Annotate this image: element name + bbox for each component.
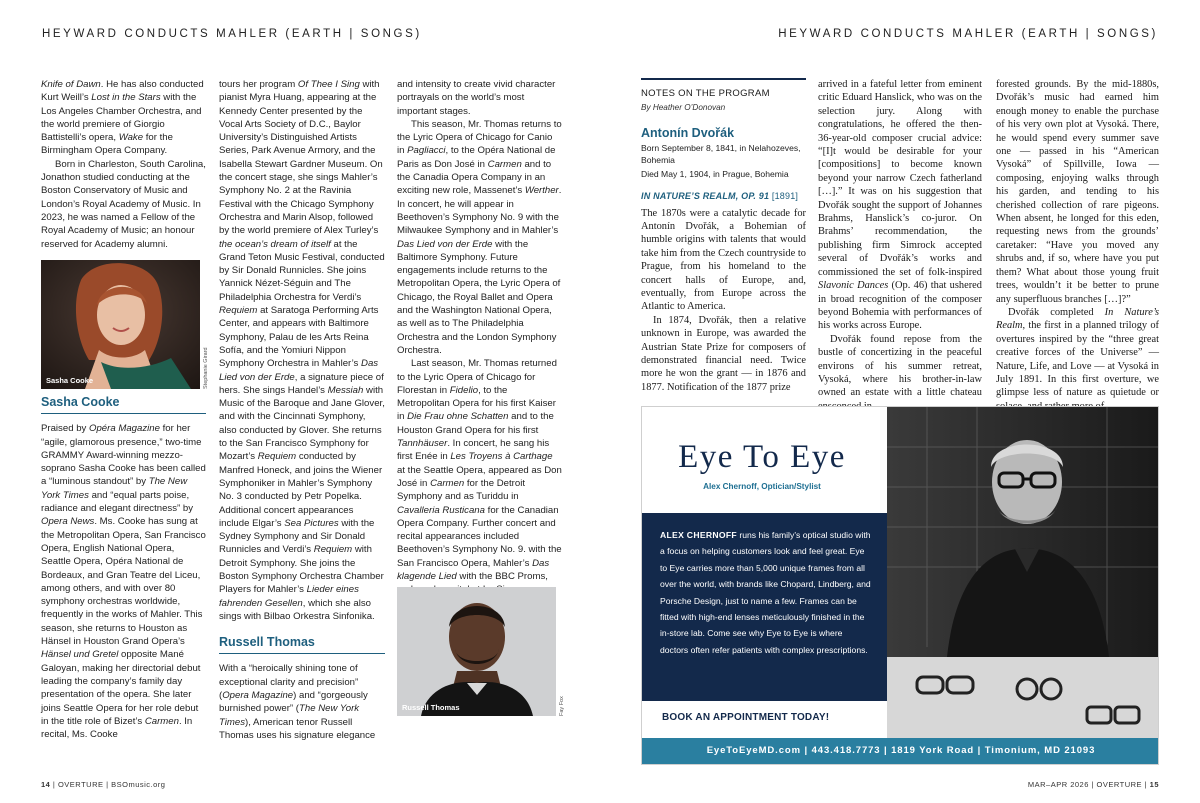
photo-credit: Stephanie Girard (203, 347, 209, 389)
running-head-left: HEYWARD CONDUCTS MAHLER (EARTH | SONGS) (42, 28, 422, 40)
folio-text: | OVERTURE | BSOmusic.org (50, 780, 166, 789)
running-head-right: HEYWARD CONDUCTS MAHLER (EARTH | SONGS) (778, 28, 1158, 40)
body-paragraph: Born in Charleston, South Carolina, Jonathon studied conducting at the Boston Conservatory of Music and London’s Royal Academy of Music. In 2023, he was named a Fellow of the Royal Academy of Music; an honour reserved for Academy alumni. (41, 158, 206, 250)
page-number: 15 (1149, 780, 1159, 789)
body-paragraph: arrived in a fateful letter from eminent critic Eduard Hanslick, who was on the selection jury. Along with congratulations, he offered the then-36-year-old composer crucial advice: “[I]t would be desirable for your [compositions] to become known beyond your narrow Czech fatherland […].” It was on his suggestion that Dvořák sought the support of Johannes Brahms, Hanslick’s co-juror. On Brahms’ recommendation, the publishing firm Simrock accepted several of Dvořák’s works and commissioned the set of folk-inspired Slavonic Dances (Op. 46) that ushered in broad recognition of the composer beyond Bohemia with performances of his works across Europe. (818, 79, 982, 332)
portrait-illustration (397, 587, 556, 716)
body-paragraph: Dvořák found repose from the bustle of concertizing in the peaceful environs of his summer retreat, Vysoká, where his brother-in-law owned an estate with a little chateau (818, 333, 982, 399)
russell-thomas-photo (397, 587, 556, 716)
optician-photo (887, 407, 1159, 741)
photo-credit: Fay Fox (559, 696, 565, 716)
ad-name-lead: ALEX CHERNOFF (660, 530, 737, 540)
column-2 (219, 78, 385, 742)
divider (219, 653, 385, 654)
work-name: IN NATURE’S REALM, OP. 91 (641, 190, 770, 201)
ad-body-text: runs his family’s optical studio with a focus on helping customers look and feel great. Eye to Eye carries more than 5,000 unique frames from all over the world, with brands like Chopard, Lindberg, and Porsche Design, just to name a few. Frames can be fitted with high-end lenses meticulously finished in the in-store lab. Come see why Eye to Eye is where doctors often refer patients with complex prescriptions. (660, 530, 871, 655)
artist-name: Sasha Cooke (41, 395, 120, 409)
composer-name: Antonín Dvořák (641, 126, 735, 140)
body-paragraph: With a “heroically shining tone of exceptional clarity and precision” (Opera Magazine) and “gorgeously burnished power” (The New York Times), American tenor Russell Thomas uses his signature elegance (219, 663, 376, 741)
body-paragraph: The 1870s were a catalytic decade for Antonín Dvořák, a Bohemian of humble origins with talents that would take him from the Czech countryside to Prague, from his homeland to the concert halls of Europe, and, eventually, from Europe across the Atlantic to America. (641, 207, 806, 313)
ad-subtitle: Alex Chernoff, Optician/Stylist (703, 482, 821, 491)
composer-born: Born September 8, 1841, in Nelahozeves, Bohemia (641, 143, 801, 165)
folio-right (1028, 780, 1159, 789)
body-paragraph: In 1874, Dvořák, then a relative unknown in Europe, was awarded the Austrian State Prize for composers of demonstrated financial need. Twice more he won the grant — in 1876 and 1877. Notification of the 1877 prize (641, 314, 806, 393)
eye-to-eye-ad[interactable] (641, 406, 1159, 765)
column-6 (996, 78, 1159, 413)
body-paragraph: Praised by Opéra Magazine for her “agile, glamorous presence,” two-time GRAMMY Award-winning mezzo-soprano Sasha Cooke has been called a “luminous standout” by The New York Times and “equal parts poise, radiance and elegant directness” by Opera News. Ms. Cooke has sung at the Metropolitan Opera, San Francisco Opera, English National Opera, Seattle Opera, Opéra National de Bordeaux, and Gran Teatre del Liceu, among others, and with over 80 symphony orchestras worldwide, frequently in the works of Mahler. This season, she returns to Houston as Hänsel in Houston Grand Opera’s Hänsel und Gretel opposite Mané Galoyan, making her directorial debut leading the company’s family day presentation of the opera. She later joins Seattle Opera for her role debut in the title role of Bizet’s Carmen. In recital, Ms. Cooke (41, 423, 206, 741)
body-paragraph: tours her program Of Thee I Sing with pianist Myra Huang, appearing at the Kennedy Center presented by the Vocal Arts Society of D.C., Baylor University’s Distinguished Artists Series, Park Avenue Armory, and the Isabella Stewart Gardner Museum. On the concert stage, she sings Mahler’s Symphony No. 2 at the Ravinia Festival with the Chicago Symphony Orchestra and Marin Alsop, followed by the world premiere of Alex Turley’s the ocean’s dream of itself at the Grand Teton Music Festival, conducted by Sir Donald Runnicles. She joins Yannick Nézet-Séguin and The Philadelphia Orchestra for Verdi’s Requiem at Saratoga Performing Arts Center, and appears with Baltimore Symphony, Palau de les Arts Reina Sofía, and the Yomiuri Nippon Symphony Orchestra in Mahler’s Das Lied von der Erde, a signature piece of hers. She sings Handel’s Messiah with Music of the Baroque and Jane Glover, and with the Cincinnati Symphony, also conducted by Glover. She returns to the San Francisco Symphony for Mozart’s Requiem conducted by Manfred Honeck, and joins the Wiener Symphoniker in Mahler’s Symphony No. 3 conducted by Petr Popelka. Additional concert appearances include Elgar’s Sea Pictures with the Sydney Symphony and Sir Donald Runnicles and Verdi’s Requiem with Detroit Symphony. She joins the Boston Symphony Orchestra Chamber Players for Mahler’s Lieder eines fahrenden Gesellen, which she also sings with Bilbao Orkestra Sinfonika. (219, 79, 385, 622)
body-paragraph: Dvořák completed In Nature’s Realm, the first in a planned trilogy of overtures inspired by the “three great creative forces of the Universe” — Nature, Life, and Love — at Vysoká in July 1891. In this first overture, we glimpse less of nature as quietude or (996, 306, 1159, 399)
work-title (641, 191, 806, 201)
ad-body-panel (642, 513, 887, 701)
body-paragraph: Last season, Mr. Thomas returned to the Lyric Opera of Chicago for Florestan in Fidelio, to the Metropolitan Opera for his first Kaiser in Die Frau ohne Schatten and to the Houston Grand Opera for his first Tannhäuser. In concert, he sang his first Enée in Les Troyens à Carthage at the Seattle Opera, appeared as Don José in Carmen for the Detroit Symphony and as Turiddu in Cavalleria Rusticana for the Canadian Opera Company. Further concert and recital appearances included Beethoven’s Symphony No. 9. with the San Francisco Opera, Mahler’s Das klagende Lied with the BBC Proms, (397, 358, 562, 582)
folio-left (41, 780, 165, 789)
column-3 (397, 78, 562, 610)
work-year: [1891] (769, 190, 799, 201)
artist-name: Russell Thomas (219, 635, 315, 650)
body-paragraph: Knife of Dawn. He has also conducted Kurt Weill’s Lost in the Stars with the Los Angeles Chamber Orchestra, and the world premiere of Giorgio Battistelli’s opera, Wake for the Birmingham Opera Company. (41, 79, 204, 157)
byline: By Heather O’Donovan (641, 103, 726, 112)
body-paragraph: and intensity to create vivid character portrayals on the world’s most important stages. (397, 79, 556, 117)
column-1 (41, 78, 206, 251)
program-note (641, 207, 806, 395)
body-paragraph: This season, Mr. Thomas returns to the Lyric Opera of Chicago for Canio in Pagliacci, to the Opéra National de Paris as Don José in Carmen and to the Canadia Opera Company in an exciting new role, Massenet’s Werther. In concert, he will appear in Beethoven’s Symphony No. 9 with the Milwaukee Symphony and in Mahler’s Das Lied von der Erde with the Baltimore Symphony. Future engagements include returns to the Metropolitan Opera, the Lyric Opera of Chicago, the Royal Ballet and Opera and the Washington National Opera, as well as to The Philadelphia Orchestra and the London Symphony Orchestra. (397, 118, 562, 356)
column-5 (818, 78, 982, 413)
photo-caption: Sasha Cooke (46, 376, 94, 385)
composer-died: Died May 1, 1904, in Prague, Bohemia (641, 169, 789, 179)
ad-contact-bar[interactable]: EyeToEyeMD.com | 443.418.7773 | 1819 York Road | Timonium, MD 21093 (642, 738, 1159, 764)
body-paragraph: forested grounds. By the mid-1880s, Dvořák’s music had earned him enough money to enable the purchase of his very own plot at Vysoká. There, he would spend every summer save one — passed in his “American Vysoká” of Spillville, Iowa — composing, enjoying walks through his garden, and tending to his cherished collection of rare pigeons. When absent, he longed for this eden, requesting news from the grounds’ caretaker: “Have you moved any shrubs and, if so, where have you put them? What about those young fruit trees, wouldn’t it be better to prune any superfluous branches […]?” (996, 79, 1159, 305)
sasha-cooke-photo (41, 260, 200, 389)
notes-title: NOTES ON THE PROGRAM (641, 88, 770, 99)
page-number: 14 (41, 780, 51, 789)
notes-on-program (641, 78, 806, 394)
folio-text: MAR–APR 2026 | OVERTURE | (1027, 780, 1150, 789)
portrait-illustration (41, 260, 200, 389)
book-appointment-cta[interactable]: BOOK AN APPOINTMENT TODAY! (662, 712, 830, 723)
divider (41, 413, 206, 414)
photo-caption: Russell Thomas (402, 703, 460, 712)
optician-illustration (887, 407, 1159, 741)
section-rule (641, 78, 806, 80)
sasha-cooke-bio (41, 396, 206, 741)
ad-brand: Eye To Eye (678, 439, 846, 475)
